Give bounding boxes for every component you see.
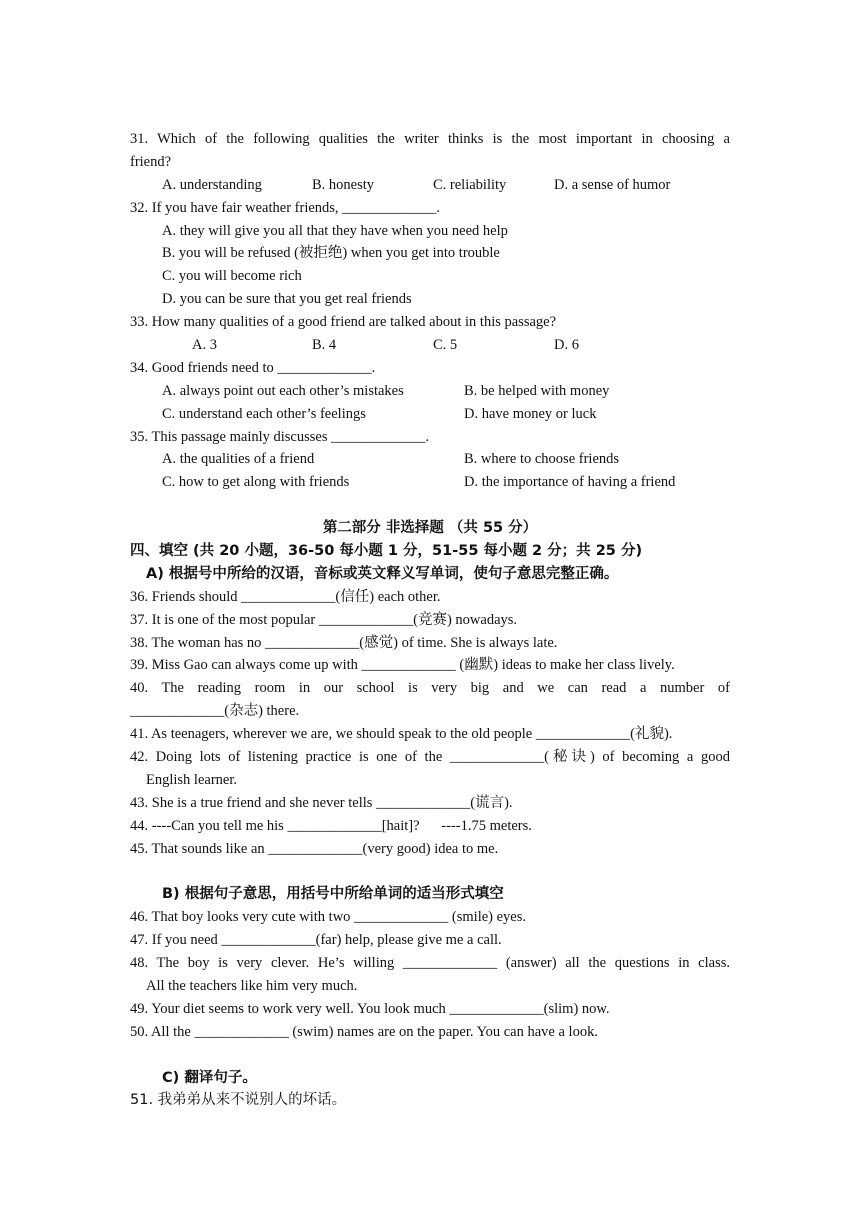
q34-option-b: B. be helped with money: [464, 382, 610, 399]
q44: 44. ----Can you tell me his _____________[hait]? ----1.75 meters.: [130, 817, 532, 834]
sectionB-title: B) 根据句子意思，用括号中所给单词的适当形式填空: [162, 886, 504, 903]
q34-option-c: C. understand each other’s feelings: [162, 405, 366, 422]
part2-title: 第二部分 非选择题 （共 55 分）: [322, 520, 538, 537]
q42-line2: English learner.: [146, 771, 238, 788]
q31-option-a: A. understanding: [162, 176, 262, 193]
q31-options: [130, 174, 730, 197]
q33-option-c: C. 5: [433, 337, 458, 354]
q49: 49. Your diet seems to work very well. You look much _____________(slim) now.: [130, 1000, 610, 1017]
q33-options: [130, 334, 730, 357]
q33-option-d: D. 6: [554, 337, 579, 354]
q43: 43. She is a true friend and she never tells _____________(谎言).: [130, 794, 513, 811]
q34-stem: 34. Good friends need to _____________.: [130, 359, 376, 376]
q32-option-b: B. you will be refused (被拒绝) when you get into trouble: [162, 245, 500, 262]
q32-option-d: D. you can be sure that you get real friends: [162, 291, 412, 308]
exam-page: [130, 128, 730, 1112]
q35-stem: 35. This passage mainly discusses _____________.: [130, 428, 429, 445]
q40-line1: 40. The reading room in our school is very big and we can read a number of: [130, 680, 730, 697]
q33-stem: 33. How many qualities of a good friend are talked about in this passage?: [130, 314, 557, 331]
q45: 45. That sounds like an _____________(very good) idea to me.: [130, 840, 499, 857]
q31-stem-line1: 31. Which of the following qualities the writer thinks is the most important in choosing a: [130, 131, 730, 147]
sectionA-title: A) 根据号中所给的汉语，音标或英文释义写单词，使句子意思完整正确。: [146, 565, 619, 582]
q37: 37. It is one of the most popular _____________(竞赛) nowadays.: [130, 611, 518, 628]
q41: 41. As teenagers, wherever we are, we should speak to the old people _____________(礼貌).: [130, 726, 673, 743]
spacer: [130, 494, 730, 517]
q34-options-row2: [130, 403, 730, 426]
q36: 36. Friends should _____________(信任) each other.: [130, 588, 441, 605]
q48-line2: All the teachers like him very much.: [146, 977, 358, 994]
q31-option-b: B. honesty: [312, 176, 375, 193]
q46: 46. That boy looks very cute with two _____________ (smile) eyes.: [130, 909, 527, 926]
q35-options-row1: [130, 448, 730, 471]
q47: 47. If you need _____________(far) help, please give me a call.: [130, 932, 502, 949]
q40-line2: _____________(杂志) there.: [130, 703, 300, 720]
q31-option-c: C. reliability: [433, 176, 507, 193]
sectionC-title: C) 翻译句子。: [162, 1069, 257, 1086]
q33-option-a: A. 3: [192, 337, 217, 354]
q32-option-c: C. you will become rich: [162, 268, 302, 285]
q31-option-d: D. a sense of humor: [554, 176, 671, 193]
q35-option-d: D. the importance of having a friend: [464, 474, 676, 491]
spacer: [130, 861, 730, 884]
q32-option-a: A. they will give you all that they have when you need help: [162, 222, 508, 239]
q31-stem-line2: friend?: [130, 153, 172, 170]
q42-line1: 42. Doing lots of listening practice is one of the _____________(秘诀) of becoming a good: [130, 749, 730, 766]
spacer: [130, 1044, 730, 1067]
q33-option-b: B. 4: [312, 337, 337, 354]
q35-options-row2: [130, 471, 730, 494]
q35-option-c: C. how to get along with friends: [162, 474, 350, 491]
section4-title: 四、填空 (共 20 小题，36-50 每小题 1 分，51-55 每小题 2 分；共 25 分): [130, 543, 643, 560]
q48-line1: 48. The boy is very clever. He’s willing _____________ (answer) all the questions in class.: [130, 955, 730, 972]
q34-option-d: D. have money or luck: [464, 405, 597, 422]
q35-option-a: A. the qualities of a friend: [162, 451, 315, 468]
q39: 39. Miss Gao can always come up with _____________ (幽默) ideas to make her class lively.: [130, 657, 675, 674]
q34-option-a: A. always point out each other’s mistakes: [162, 382, 404, 399]
q51: 51. 我弟弟从来不说别人的坏话。: [130, 1092, 347, 1109]
q38: 38. The woman has no _____________(感觉) of time. She is always late.: [130, 634, 558, 651]
q34-options-row1: [130, 380, 730, 403]
q50: 50. All the _____________ (swim) names are on the paper. You can have a look.: [130, 1023, 598, 1040]
q32-stem: 32. If you have fair weather friends, _____________.: [130, 199, 441, 216]
q35-option-b: B. where to choose friends: [464, 451, 620, 468]
